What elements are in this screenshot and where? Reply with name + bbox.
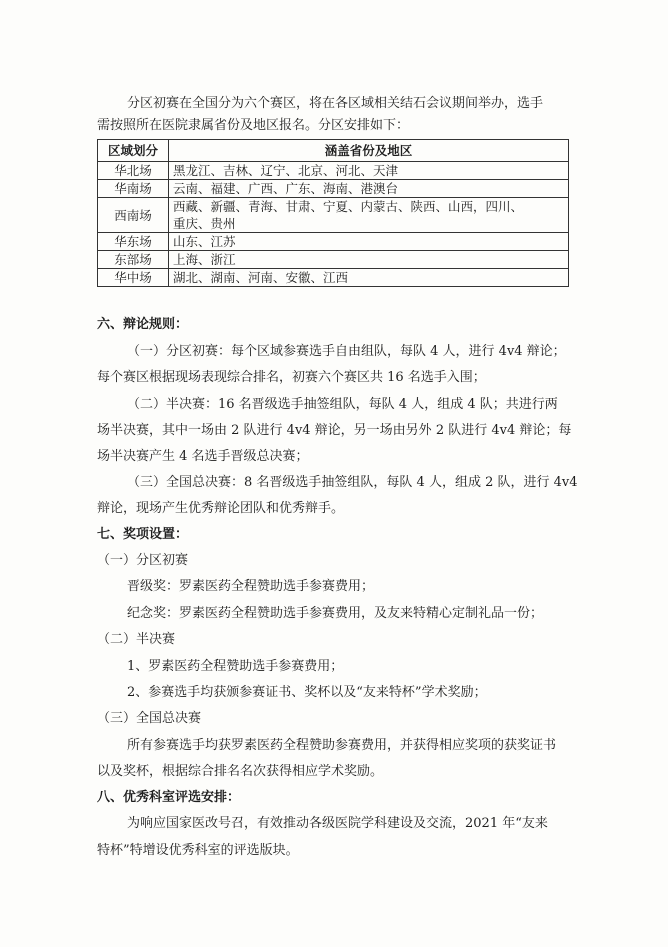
section-7-sub-2: （二）半决赛 [97,632,176,647]
section-8-line-1: 为响应国家医改号召，有效推动各级医院学科建设及交流，2021 年“友来 [127,816,548,831]
section-7-sub-2-a: 1、罗素医药全程赞助选手参赛费用； [127,659,344,674]
intro-line-1: 分区初赛在全国分为六个赛区，将在各区域相关结石会议期间举办，选手 [127,96,544,111]
section-7-sub-3-line-1: 所有参赛选手均获罗素医药全程赞助参赛费用，并获得相应奖项的获奖证书 [127,738,557,753]
intro-line-2: 需按照所在医院隶属省份及地区报名。分区安排如下： [97,118,410,133]
provinces-cell: 上海、浙江 [169,251,569,269]
header-provinces: 涵盖省份及地区 [169,140,569,162]
table-row [98,198,569,233]
provinces-cell: 湖北、湖南、河南、安徽、江西 [169,269,569,287]
section-6-p2-line-1: （二）半决赛：16 名晋级选手抽签组队，每队 4 人，组成 4 队；共进行两 [127,397,558,412]
section-7-sub-3: （三）全国总决赛 [97,711,202,726]
section-7-sub-1-a: 晋级奖：罗素医药全程赞助选手参赛费用； [127,579,375,594]
table-row [98,233,569,251]
provinces-cell: 黑龙江、吉林、辽宁、北京、河北、天津 [169,162,569,180]
table-row [98,162,569,180]
section-7-sub-3-line-2: 以及奖杯，根据综合排名名次获得相应学术奖励。 [97,764,384,779]
provinces-cell: 云南、福建、广西、广东、海南、港澳台 [169,180,569,198]
section-6-p2-line-2: 场半决赛，其中一场由 2 队进行 4v4 辩论，另一场由另外 2 队进行 4v4 辩论；每 [97,423,572,438]
provinces-line: 西藏、新疆、青海、甘肃、宁夏、内蒙古、陕西、山西，四川、 [173,199,524,214]
header-region: 区域划分 [98,140,169,162]
section-6-heading: 六、辩论规则： [97,317,189,332]
section-6-p3-line-1: （三）全国总决赛：8 名晋级选手抽签组队，每队 4 人，组成 2 队，进行 4v4 [127,475,578,490]
section-6-p1-line-1: （一）分区初赛：每个区域参赛选手自由组队，每队 4 人，进行 4v4 辩论； [127,344,566,359]
provinces-line: 重庆、贵州 [173,216,236,231]
region-cell: 华东场 [98,233,169,251]
section-7-sub-2-b: 2、参赛选手均获颁参赛证书、奖杯以及“友来特杯”学术奖励； [127,685,487,700]
section-6-p1-line-2: 每个赛区根据现场表现综合排名，初赛六个赛区共 16 名选手入围； [97,370,486,385]
section-6-p2-line-3: 场半决赛产生 4 名选手晋级总决赛； [97,449,309,464]
provinces-cell: 山东、江苏 [169,233,569,251]
section-7-heading: 七、奖项设置： [97,527,189,542]
section-7-sub-1-b: 纪念奖：罗素医药全程赞助选手参赛费用，及友来特精心定制礼品一份； [127,606,544,621]
section-8-heading: 八、优秀科室评选安排： [97,790,241,805]
region-cell: 西南场 [98,198,169,233]
region-cell: 华中场 [98,269,169,287]
region-cell: 华南场 [98,180,169,198]
section-7-sub-1: （一）分区初赛 [97,553,189,568]
table-row [98,180,569,198]
region-cell: 东部场 [98,251,169,269]
region-cell: 华北场 [98,162,169,180]
provinces-cell [169,198,569,233]
table-row [98,251,569,269]
table-row [98,269,569,287]
region-table [97,139,569,287]
section-8-line-2: 特杯”特增设优秀科室的评选版块。 [97,843,299,858]
table-header-row [98,140,569,162]
section-6-p3-line-2: 辩论，现场产生优秀辩论团队和优秀辩手。 [97,501,345,516]
